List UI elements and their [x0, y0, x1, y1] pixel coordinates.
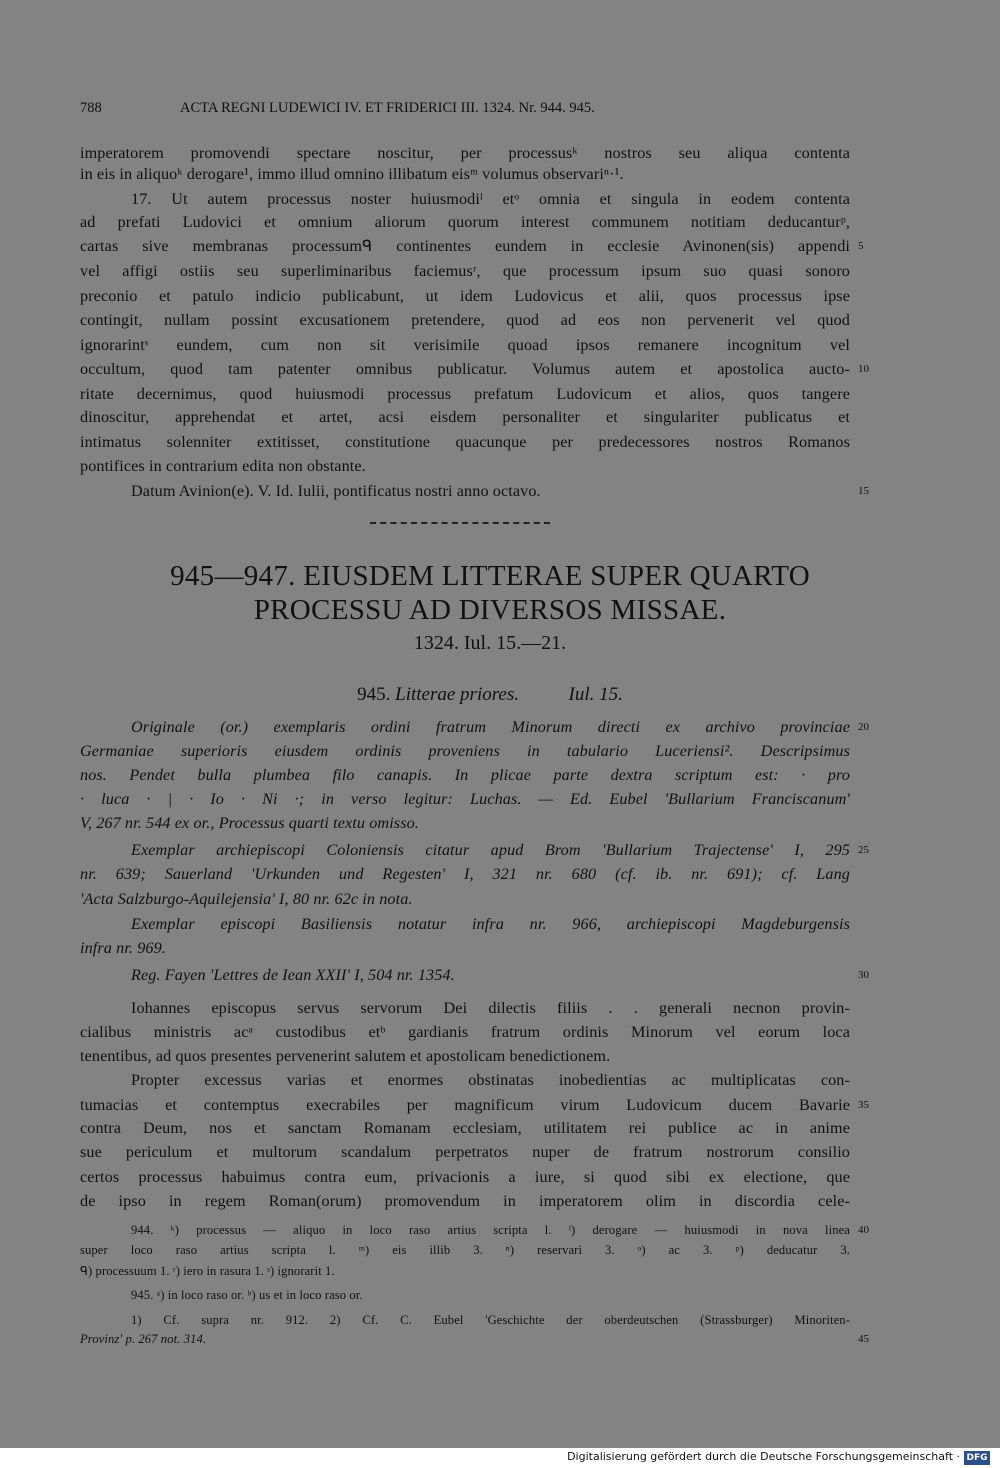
- digitization-footer: [0, 1448, 1000, 1468]
- note-line: Exemplar archiepiscopi Coloniensis citatur apud Brom 'Bullarium Trajectense' I, 295: [131, 841, 850, 859]
- body-line: preconio et patulo indicio publicabunt, ut idem Ludovicus et alii, quos processus ipse: [80, 287, 850, 305]
- text-line: Propter excessus varias et enormes obstinatas inobedientias ac multiplicatas con-: [131, 1071, 850, 1089]
- body-line: in eis in aliquoᵏ derogare¹, immo illud omnino illibatum eisᵐ volumus observariⁿ·¹.: [80, 165, 624, 183]
- running-title: ACTA REGNI LUDEWICI IV. ET FRIDERICI III. 1324. Nr. 944. 945.: [180, 100, 595, 116]
- text-line: de ipso in regem Roman(orum) promovendum in imperatorem olim in discordia cele-: [80, 1192, 850, 1210]
- subsection-number: 945.: [357, 684, 391, 705]
- body-line: ad prefati Ludovici et omnium aliorum quorum interest communem notitiam deducanturᵖ,: [80, 213, 850, 231]
- subsection-title: Litterae priores.: [395, 684, 519, 705]
- margin-line-number: 45: [858, 1333, 869, 1345]
- body-line: ritate decernimus, quod huiusmodi processus prefatum Ludovicum et alios, quos tangere: [80, 385, 850, 403]
- footer-credit: Digitalisierung gefördert durch die Deutsche Forschungsgemeinschaft ·: [567, 1450, 960, 1463]
- running-header: [80, 98, 760, 118]
- margin-line-number: 40: [858, 1224, 869, 1236]
- section-title-line-1: 945—947. EIUSDEM LITTERAE SUPER QUARTO: [170, 560, 810, 592]
- margin-line-number: 20: [858, 721, 869, 733]
- section-title-line-2: PROCESSU AD DIVERSOS MISSAE.: [253, 594, 727, 626]
- margin-line-number: 10: [858, 363, 869, 375]
- margin-line-number: 35: [858, 1099, 869, 1111]
- body-line: contingit, nullam possint excusationem pretendere, quod ad eos non pervenerit vel quod: [80, 311, 850, 329]
- margin-line-number: 15: [858, 485, 869, 497]
- body-line: pontifices in contrarium edita non obstante.: [80, 457, 366, 475]
- text-line: tenentibus, ad quos presentes pervenerint salutem et apostolicam benedictionem.: [80, 1047, 611, 1065]
- note-line: Originale (or.) exemplaris ordini fratrum Minorum directi ex archivo provinciae: [131, 718, 850, 736]
- body-line: ignorarintˢ eundem, cum non sit verisimile quoad ipsos remanere incognitum vel: [80, 336, 850, 354]
- note-line: · luca · | · Io · Ni ·; in verso legitur: Luchas. — Ed. Eubel 'Bullarium Franciscanum': [80, 790, 850, 808]
- body-line: vel affigi ostiis seu superliminaribus faciemusʳ, que processum ipsum suo quasi sonoro: [80, 262, 850, 280]
- body-line: intimatus solenniter extitisset, constitutione quacunque per predecessores nostros Romanos: [80, 433, 850, 451]
- note-line: Germaniae superioris eiusdem ordinis proveniens in tabulario Luceriensi². Descripsimus: [80, 742, 850, 760]
- body-line: imperatorem promovendi spectare noscitur, per processusᵏ nostros seu aliqua contenta: [80, 144, 850, 162]
- dfg-logo: DFG: [964, 1451, 990, 1465]
- note-line: nos. Pendet bulla plumbea filo canapis. In plicae parte dextra scriptum est: · pro: [80, 766, 850, 784]
- note-line: infra nr. 969.: [80, 939, 166, 957]
- subsection-date: Iul. 15.: [568, 684, 623, 705]
- ornament-divider: [370, 522, 550, 524]
- note-line: 'Acta Salzburgo-Aquilejensia' I, 80 nr. 62c in nota.: [80, 890, 413, 908]
- text-line: certos processus habuimus contra eum, privacionis a iure, si quod sibi ex electione, que: [80, 1168, 850, 1186]
- body-line: occultum, quod tam patenter omnibus publicatur. Volumus autem et apostolica aucto-: [80, 360, 850, 378]
- text-line: contra Deum, nos et sanctam Romanam ecclesiam, utilitatem rei publice ac in anime: [80, 1119, 850, 1137]
- note-line: Reg. Fayen 'Lettres de Iean XXII' I, 504 nr. 1354.: [131, 966, 455, 984]
- section-date: 1324. Iul. 15.—21.: [413, 632, 567, 654]
- footnote-line: 945. ᵃ) in loco raso or. ᵇ) us et in loco raso or.: [131, 1288, 363, 1302]
- body-line: cartas sive membranas processumᑫ continentes eundem in ecclesie Avinonen(sis) appendi: [80, 237, 850, 255]
- note-line: nr. 639; Sauerland 'Urkunden und Regesten' I, 321 nr. 680 (cf. ib. nr. 691); cf. Lang: [80, 865, 850, 883]
- margin-line-number: 30: [858, 969, 869, 981]
- body-line: dinoscitur, apprehendat et artet, acsi eisdem personaliter et singulariter publicatus et: [80, 408, 850, 426]
- margin-line-number: 5: [858, 240, 864, 252]
- footnote-line: 944. ᵏ) processus — aliquo in loco raso artius scripta l. ˡ) derogare — huiusmodi in nova linea: [131, 1223, 850, 1237]
- subsection-heading: [80, 683, 900, 707]
- note-line: Exemplar episcopi Basiliensis notatur infra nr. 966, archiepiscopi Magdeburgensis: [131, 915, 850, 933]
- footnote-line: ᑫ) processuum 1. ʳ) iero in rasura 1. ˢ) ignorarit 1.: [80, 1264, 335, 1278]
- footnote-line: 1) Cf. supra nr. 912. 2) Cf. C. Eubel 'Geschichte der oberdeutschen (Strassburger) Minoriten-: [131, 1313, 850, 1327]
- body-line: 17. Ut autem processus noster huiusmodiˡ etᵒ omnia et singula in eodem contenta: [131, 190, 850, 208]
- dating-clause: Datum Avinion(e). V. Id. Iulii, pontificatus nostri anno octavo.: [131, 482, 541, 500]
- text-line: cialibus ministris acᵃ custodibus etᵇ gardianis fratrum ordinis Minorum vel eorum loca: [80, 1023, 850, 1041]
- text-line: tumacias et contemptus execrabiles per magnificum virum Ludovicum ducem Bavarie: [80, 1096, 850, 1114]
- footnote-line: super loco raso artius scripta l. ᵐ) eis illib 3. ⁿ) reservari 3. ᵒ) ac 3. ᵖ) deducatur 3.: [80, 1243, 850, 1257]
- text-line: Iohannes episcopus servus servorum Dei dilectis filiis . . generali necnon provin-: [131, 999, 850, 1017]
- margin-line-number: 25: [858, 844, 869, 856]
- note-line: V, 267 nr. 544 ex or., Processus quarti textu omisso.: [80, 814, 419, 832]
- footnote-line: Provinz' p. 267 not. 314.: [80, 1332, 207, 1346]
- text-line: sue periculum et multorum scandalum perpetratos nuper de fratrum nostrorum consilio: [80, 1143, 850, 1161]
- page-number: 788: [80, 100, 102, 116]
